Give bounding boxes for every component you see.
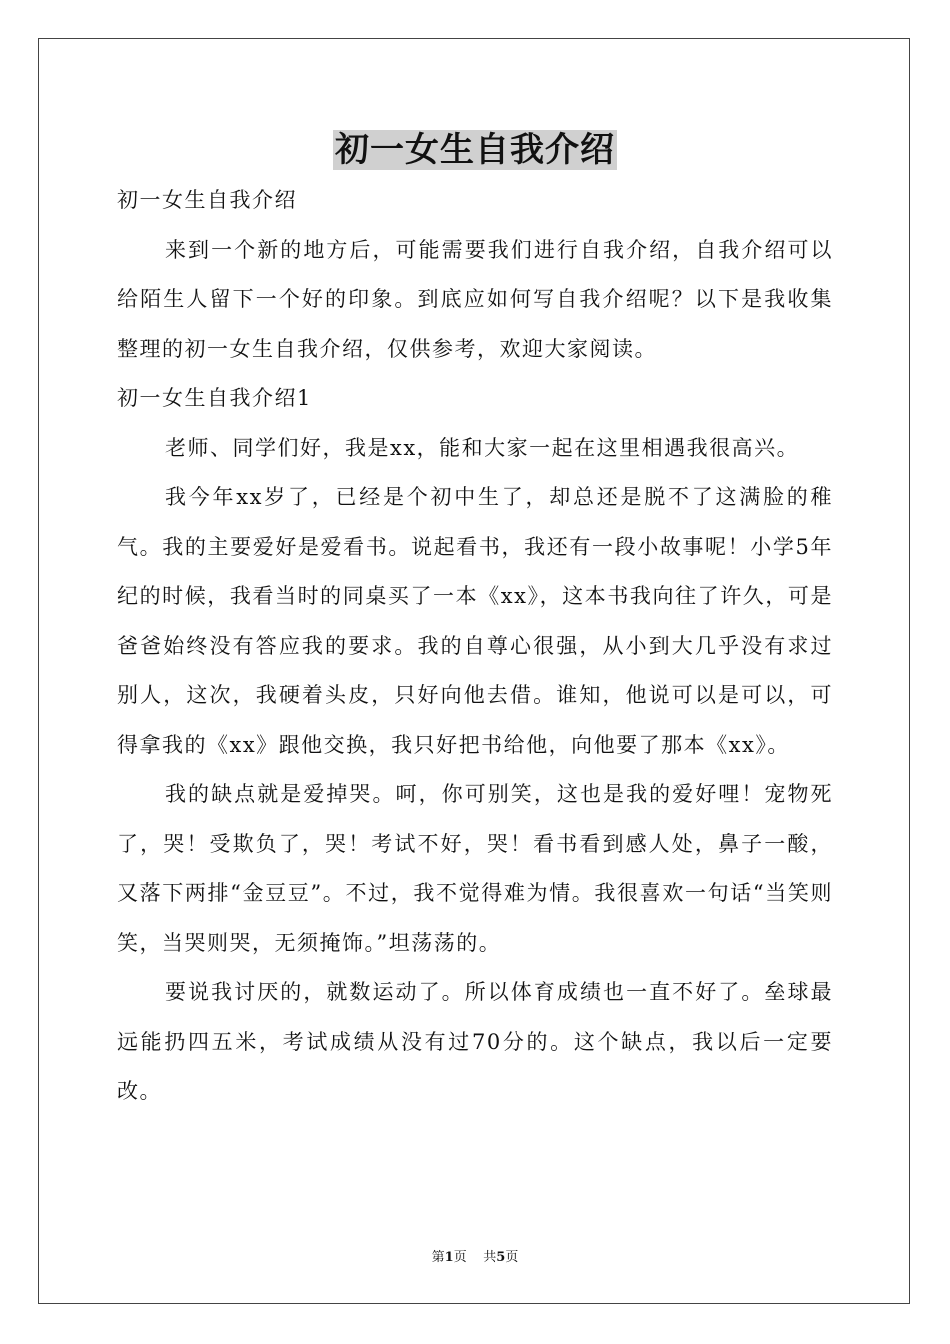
page-footer <box>0 1248 950 1268</box>
page-suffix: 页 <box>453 1250 467 1265</box>
body-paragraph: 我今年xx岁了，已经是个初中生了，却总还是脱不了这满脸的稚气。我的主要爱好是爱看书。说起看书，我还有一段小故事呢！小学5年纪的时候，我看当时的同桌买了一本《xx》，这本书我向往了许久，可是爸爸始终没有答应我的要求。我的自尊心很强，从小到大几乎没有求过别人，这次，我硬着头皮，只好向他去借。谁知，他说可以是可以，可得拿我的《xx》跟他交换，我只好把书给他，向他要了那本《xx》。 <box>117 485 833 757</box>
intro-paragraph: 来到一个新的地方后，可能需要我们进行自我介绍，自我介绍可以给陌生人留下一个好的印象。到底应如何写自我介绍呢？以下是我收集整理的初一女生自我介绍，仅供参考，欢迎大家阅读。 <box>117 237 833 361</box>
total-page-count: 5 <box>496 1250 506 1265</box>
page-prefix: 第 <box>431 1250 445 1265</box>
current-page-number: 1 <box>444 1250 454 1265</box>
document-body <box>117 176 833 1117</box>
document-title-text: 初一女生自我介绍 <box>335 130 615 170</box>
total-suffix: 页 <box>505 1250 519 1265</box>
body-paragraph: 我的缺点就是爱掉哭。呵，你可别笑，这也是我的爱好哩！宠物死了，哭！受欺负了，哭！考试不好，哭！看书看到感人处，鼻子一酸，又落下两排“金豆豆”。不过，我不觉得难为情。我很喜欢一句话“当笑则笑，当哭则哭，无须掩饰。”坦荡荡的。 <box>117 782 833 955</box>
subtitle-paragraph: 初一女生自我介绍 <box>117 188 297 212</box>
total-prefix: 共 <box>483 1250 497 1265</box>
section-heading: 初一女生自我介绍1 <box>117 386 312 410</box>
document-title <box>0 126 950 174</box>
body-paragraph: 要说我讨厌的，就数运动了。所以体育成绩也一直不好了。垒球最远能扔四五米，考试成绩从没有过70分的。这个缺点，我以后一定要改。 <box>117 980 833 1103</box>
body-paragraph: 老师、同学们好，我是xx，能和大家一起在这里相遇我很高兴。 <box>165 435 800 460</box>
